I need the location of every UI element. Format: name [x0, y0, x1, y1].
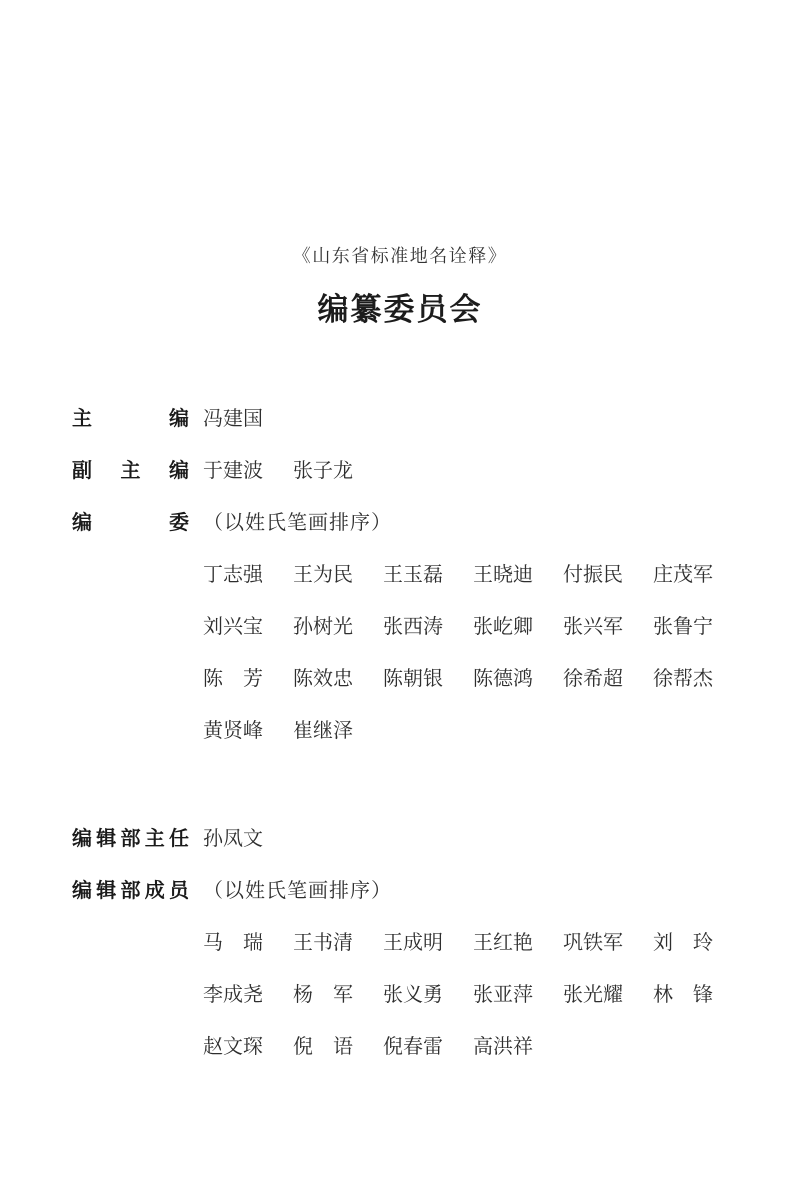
- editorial-board-names-line-3: [203, 668, 713, 690]
- person-name: 赵文琛: [203, 1036, 263, 1058]
- person-name: 刘兴宝: [203, 616, 263, 638]
- label-char: 员: [169, 880, 189, 902]
- editorial-dept-director-row: [72, 828, 745, 850]
- person-name: 王为民: [293, 564, 353, 586]
- person-name: 崔继泽: [293, 720, 353, 742]
- chief-editor-label: [72, 408, 189, 430]
- editorial-board-names-row: [72, 668, 745, 690]
- editorial-board-label: [72, 512, 189, 534]
- editorial-dept-members-names-line-2: [203, 984, 713, 1006]
- person-name: 黄贤峰: [203, 720, 263, 742]
- person-name: 林 锋: [653, 984, 713, 1006]
- person-name: 倪 语: [293, 1036, 353, 1058]
- editorial-dept-members-row: [72, 880, 745, 902]
- editorial-board-names-row: [72, 564, 745, 586]
- chief-editor-row: [72, 408, 745, 430]
- editorial-board-names-line-2: [203, 616, 713, 638]
- person-name: 徐希超: [563, 668, 623, 690]
- person-name: 倪春雷: [383, 1036, 443, 1058]
- person-name: 于建波: [203, 460, 263, 482]
- person-name: 王玉磊: [383, 564, 443, 586]
- label-char: 编: [72, 828, 92, 850]
- person-name: 王成明: [383, 932, 443, 954]
- label-char: 辑: [96, 828, 117, 850]
- person-name: 孙树光: [293, 616, 353, 638]
- label-char: 部: [120, 880, 141, 902]
- person-name: 高洪祥: [473, 1036, 533, 1058]
- person-name: 王晓迪: [473, 564, 533, 586]
- editorial-board-names-line-4: [203, 720, 353, 742]
- editorial-board-row: [72, 512, 745, 534]
- person-name: 张子龙: [293, 460, 353, 482]
- chief-editor-names: [203, 408, 263, 430]
- person-name: 徐帮杰: [653, 668, 713, 690]
- person-name: 孙凤文: [203, 828, 263, 850]
- editorial-dept-members-names-line-3: [203, 1036, 533, 1058]
- person-name: 庄茂军: [653, 564, 713, 586]
- person-name: 张亚萍: [473, 984, 533, 1006]
- person-name: 陈朝银: [383, 668, 443, 690]
- person-name: 张光耀: [563, 984, 623, 1006]
- person-name: 张义勇: [383, 984, 443, 1006]
- editorial-board-names-line-1: [203, 564, 713, 586]
- deputy-chief-editor-row: [72, 460, 745, 482]
- person-name: 冯建国: [203, 408, 263, 430]
- person-name: 张鲁宁: [653, 616, 713, 638]
- person-name: 巩铁军: [563, 932, 623, 954]
- person-name: 李成尧: [203, 984, 263, 1006]
- person-name: 王书清: [293, 932, 353, 954]
- person-name: 陈德鸿: [473, 668, 533, 690]
- person-name: 马 瑞: [203, 932, 263, 954]
- editorial-dept-director-names: [203, 828, 263, 850]
- label-char: 成: [144, 880, 165, 902]
- person-name: 王红艳: [473, 932, 533, 954]
- label-char: 编: [169, 460, 189, 482]
- label-char: 辑: [96, 880, 117, 902]
- deputy-chief-editor-label: [72, 460, 189, 482]
- label-char: 主: [72, 408, 92, 430]
- label-char: 主: [144, 828, 165, 850]
- committee-heading: 编纂委员会: [317, 292, 483, 327]
- person-name: 丁志强: [203, 564, 263, 586]
- editorial-dept-members-names-row: [72, 932, 745, 954]
- label-char: 主: [120, 460, 141, 482]
- person-name: 陈 芳: [203, 668, 263, 690]
- person-name: 张屹卿: [473, 616, 533, 638]
- label-char: 部: [120, 828, 141, 850]
- editorial-dept-members-names-row: [72, 1036, 745, 1058]
- person-name: 杨 军: [293, 984, 353, 1006]
- person-name: 张兴军: [563, 616, 623, 638]
- label-char: 编: [72, 512, 92, 534]
- person-name: 张西涛: [383, 616, 443, 638]
- editorial-dept-members-sort-note: （以姓氏笔画排序）: [203, 880, 392, 902]
- label-char: 编: [72, 880, 92, 902]
- label-char: 任: [169, 828, 189, 850]
- book-title: 《山东省标准地名诠释》: [292, 246, 508, 266]
- editorial-board-names-row: [72, 720, 745, 742]
- editorial-dept-director-label: [72, 828, 189, 850]
- editorial-board-names-row: [72, 616, 745, 638]
- person-name: 刘 玲: [653, 932, 713, 954]
- label-char: 委: [169, 512, 189, 534]
- editorial-dept-members-names-line-1: [203, 932, 713, 954]
- label-char: 副: [72, 460, 92, 482]
- deputy-chief-editor-names: [203, 460, 353, 482]
- editorial-board-sort-note: （以姓氏笔画排序）: [203, 512, 392, 534]
- label-char: 编: [169, 408, 189, 430]
- editorial-dept-members-label: [72, 880, 189, 902]
- roster: [72, 408, 745, 1058]
- person-name: 付振民: [563, 564, 623, 586]
- editorial-dept-members-names-row: [72, 984, 745, 1006]
- person-name: 陈效忠: [293, 668, 353, 690]
